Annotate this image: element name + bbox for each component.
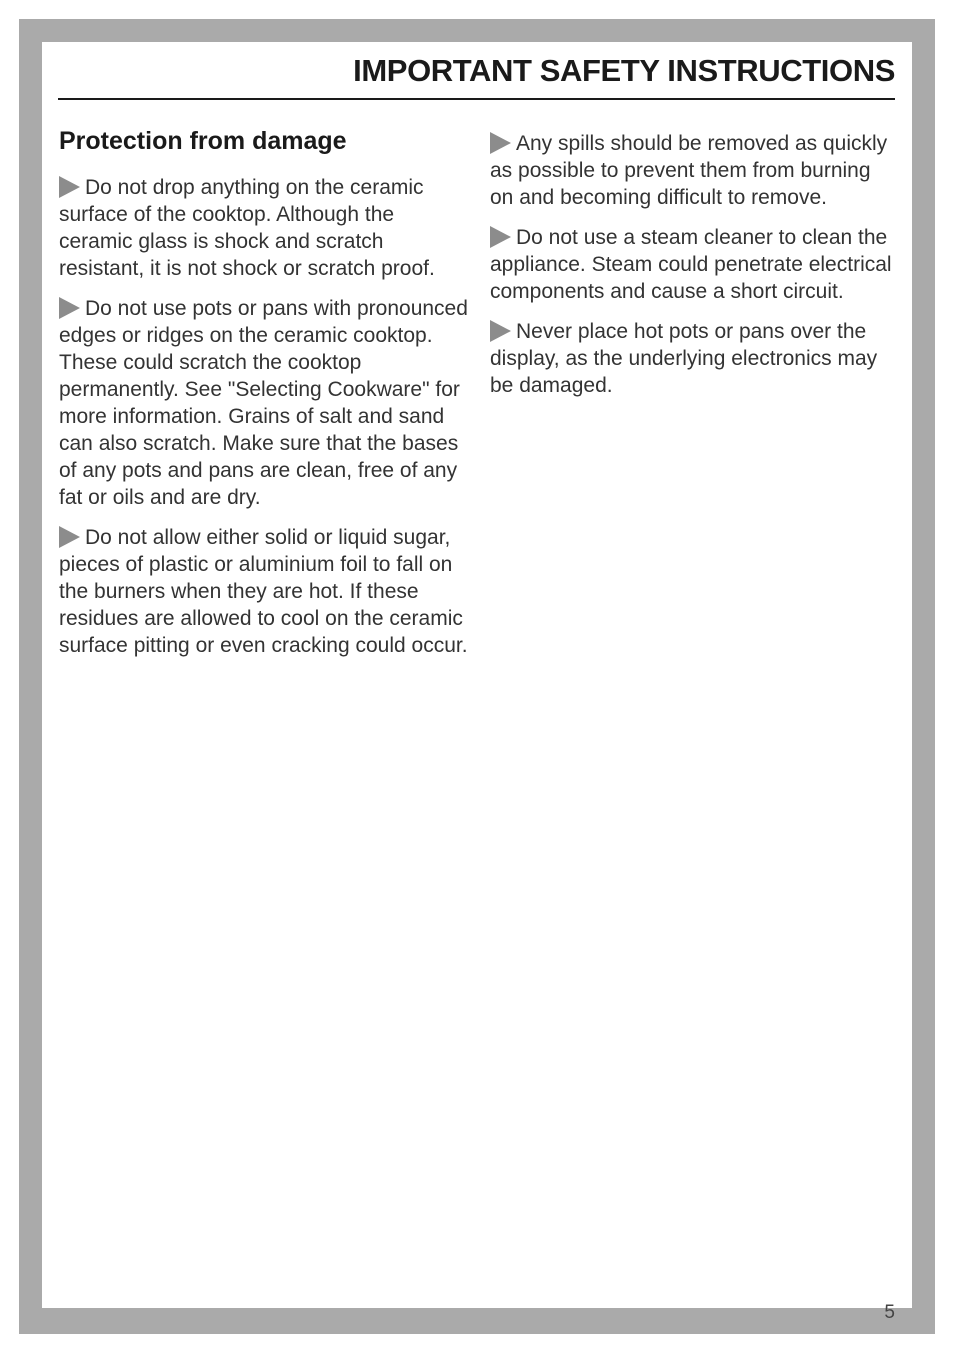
right-column [490, 130, 898, 412]
header-divider [58, 98, 895, 100]
instruction-text: Do not use a steam cleaner to clean the appliance. Steam could penetrate electrical components and cause a short circuit. [490, 226, 892, 303]
instruction-item [490, 224, 898, 305]
instruction-text: Do not use pots or pans with pronounced edges or ridges on the ceramic cooktop. These could scratch the cooktop permanently. See "Selecting Cookware" for more information. Grains of salt and sand can also scratch. Make sure that the bases of any pots and pans are clean, free of any fat or oils and are dry. [59, 297, 468, 509]
page-number: 5 [884, 1302, 895, 1323]
arrow-right-icon [490, 320, 511, 342]
instruction-item [490, 318, 898, 399]
page-title: IMPORTANT SAFETY INSTRUCTIONS [353, 53, 895, 88]
arrow-right-icon [490, 132, 511, 154]
instruction-item [59, 295, 471, 511]
section-heading: Protection from damage [59, 127, 347, 155]
instruction-text: Do not allow either solid or liquid sugar, pieces of plastic or aluminium foil to fall on the burners when they are hot. If these residues are allowed to cool on the ceramic surface pitting or even cracking could occur. [59, 526, 468, 657]
instruction-item [490, 130, 898, 211]
arrow-right-icon [490, 226, 511, 248]
instruction-item [59, 174, 471, 282]
instruction-item [59, 524, 471, 659]
instruction-text: Never place hot pots or pans over the display, as the underlying electronics may be damaged. [490, 320, 878, 397]
arrow-right-icon [59, 176, 80, 198]
arrow-right-icon [59, 526, 80, 548]
instruction-text: Do not drop anything on the ceramic surface of the cooktop. Although the ceramic glass is shock and scratch resistant, it is not shock or scratch proof. [59, 176, 435, 280]
left-column [59, 123, 471, 672]
instruction-text: Any spills should be removed as quickly as possible to prevent them from burning on and becoming difficult to remove. [490, 132, 888, 209]
arrow-right-icon [59, 297, 80, 319]
